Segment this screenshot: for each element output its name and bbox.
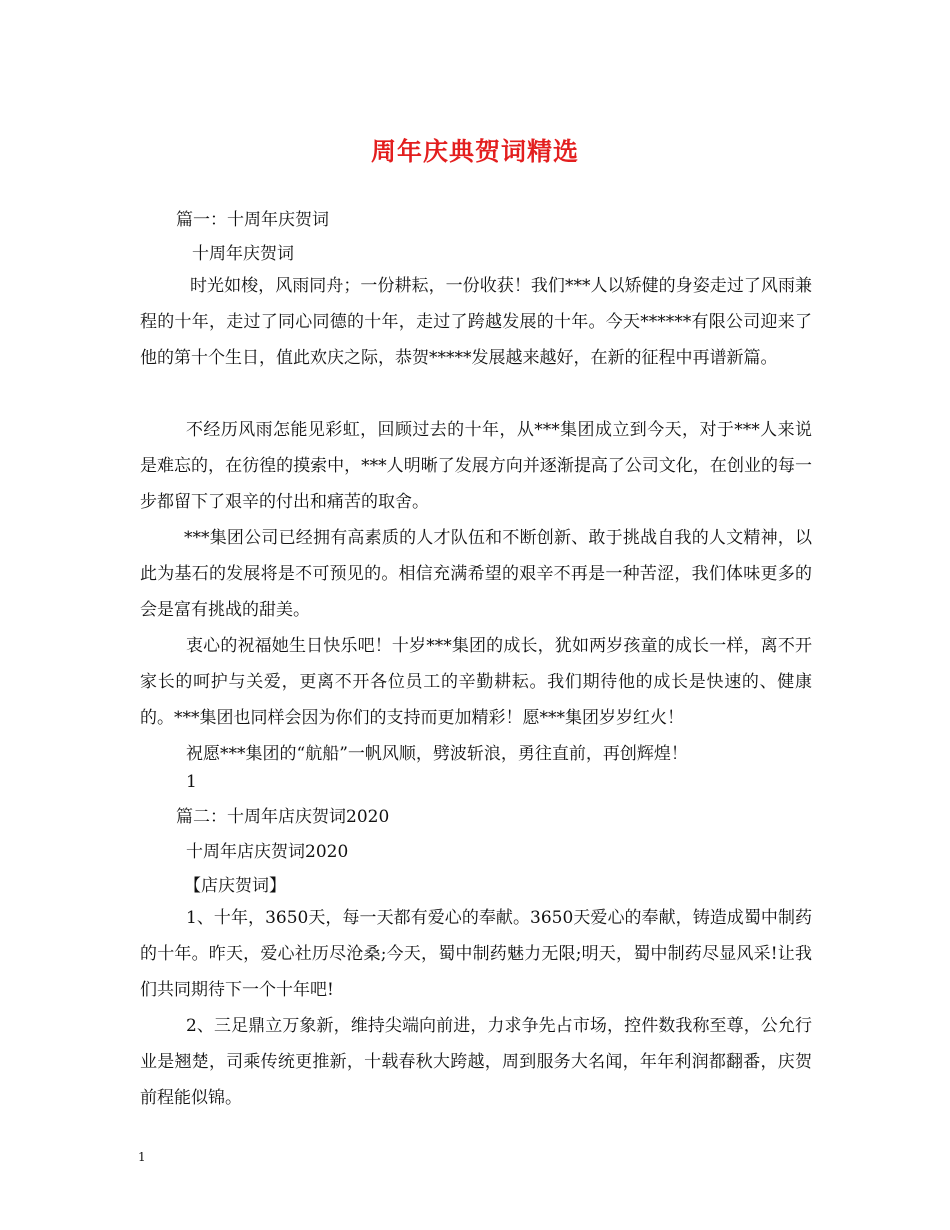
section1-paragraph-3: ***集团公司已经拥有高素质的人才队伍和不断创新、敢于挑战自我的人文精神，以此为基石的发展将是不可预见的。相信充满希望的艰辛不再是一种苦涩，我们体味更多的会是富有挑战的甜美。 (140, 528, 812, 620)
section1-heading: 篇一：十周年庆贺词 (176, 210, 329, 230)
section1-subheading: 十周年庆贺词 (192, 244, 294, 264)
section2-heading: 篇二：十周年店庆贺词2020 (176, 807, 390, 827)
document-title: 周年庆典贺词精选 (370, 137, 579, 166)
section2-subheading: 十周年店庆贺词2020 (186, 842, 349, 862)
section1-paragraph-4: 衷心的祝福她生日快乐吧！十岁***集团的成长，犹如两岁孩童的成长一样，离不开家长的呵护与关爱，更离不开各位员工的辛勤耕耘。我们期待他的成长是快速的、健康的。***集团也同样会因为你们的支持而更加精彩！愿***集团岁岁红火！ (140, 636, 812, 728)
section1-paragraph-5: 祝愿***集团的“航船”一帆风顺，劈波斩浪，勇往直前，再创辉煌！ (186, 744, 688, 764)
footer-page-number: 1 (138, 1150, 146, 1164)
section2-paragraph-2: 2、三足鼎立万象新，维持尖端向前进，力求争先占市场，控件数我称至尊，公允行业是翘楚，司乘传统更推新，十载春秋大跨越，周到服务大名闻，年年利润都翻番，庆贺前程能似锦。 (140, 1016, 812, 1108)
section1-page-marker: 1 (186, 772, 197, 792)
section1-paragraph-2: 不经历风雨怎能见彩虹，回顾过去的十年，从***集团成立到今天，对于***人来说是难忘的，在彷徨的摸索中，***人明晰了发展方向并逐渐提高了公司文化，在创业的每一步都留下了艰辛的付出和痛苦的取舍。 (140, 420, 812, 512)
section1-paragraph-1: 时光如梭，风雨同舟；一份耕耘，一份收获！我们***人以矫健的身姿走过了风雨兼程的十年，走过了同心同德的十年，走过了跨越发展的十年。今天******有限公司迎来了他的第十个生日，值此欢庆之际，恭贺*****发展越来越好，在新的征程中再谱新篇。 (140, 276, 812, 368)
section2-bracket-label: 【店庆贺词】 (184, 876, 286, 896)
section2-paragraph-1: 1、十年，3650天，每一天都有爱心的奉献。3650天爱心的奉献，铸造成蜀中制药的十年。昨天，爱心社历尽沧桑;今天，蜀中制药魅力无限;明天，蜀中制药尽显风采!让我们共同期待下一个十年吧! (140, 908, 812, 1000)
